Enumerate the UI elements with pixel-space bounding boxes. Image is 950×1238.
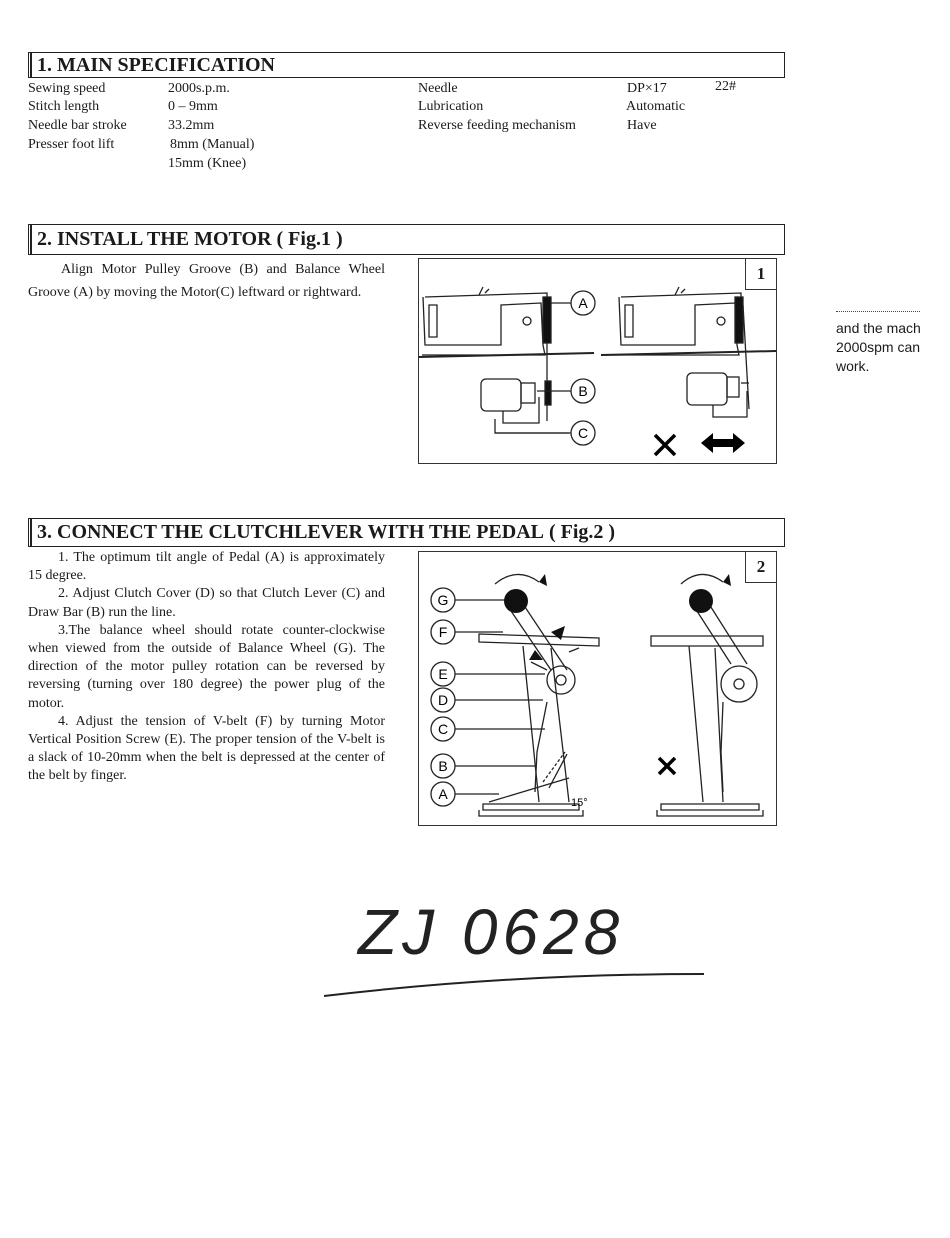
section-2-text [28, 258, 385, 304]
wrong-mark-icon [659, 758, 675, 774]
wrong-mark-icon [655, 435, 675, 455]
section-2-text-body: Align Motor Pulley Groove (B) and Balance Wheel Groove (A) by moving the Motor(C) leftward or rightward. [28, 262, 385, 300]
spec-value-needle: DP×17 [627, 81, 667, 96]
fig2-callout-g: G [437, 592, 449, 608]
figure-1-drawing [419, 259, 776, 463]
fig1-callout-b: B [578, 383, 588, 399]
fig2-callout-f: F [438, 624, 448, 640]
spec-value-speed: 2000s.p.m. [168, 81, 230, 96]
spec-value-presser-manual: 8mm (Manual) [170, 137, 255, 152]
section-2-title [28, 224, 785, 255]
section-3-para-1: 1. The optimum tilt angle of Pedal (A) is approximately 15 degree. [28, 550, 385, 584]
section-3-text [28, 549, 385, 786]
figure-2-number: 2 [745, 552, 776, 583]
spec-label-reverse: Reverse feeding mechanism [418, 118, 576, 133]
side-note-line-1: and the mach [836, 320, 921, 336]
spec-value-stroke: 33.2mm [168, 118, 215, 133]
fig2-callout-c: C [437, 721, 449, 737]
fig1-callout-c: C [577, 425, 589, 441]
spec-value-lubrication: Automatic [626, 99, 686, 114]
spec-label-stroke: Needle bar stroke [28, 118, 127, 133]
figure-2-drawing [419, 552, 776, 825]
figure-1 [418, 258, 777, 464]
handwritten-code: ZJ 0628 [358, 896, 625, 968]
figure-2 [418, 551, 777, 826]
side-note-line-3: work. [836, 358, 870, 374]
double-arrow-icon [701, 433, 745, 453]
section-3-para-3: 3.The balance wheel should rotate counter-clockwise when viewed from the outside of Balance Wheel (G). The direction of the motor pulley rotation can be reversed by reversing (turning over 180 degree) the power plug of the motor. [28, 622, 385, 711]
section-2-title-text: 2. INSTALL THE MOTOR ( Fig.1 ) [37, 228, 343, 250]
spec-label-speed: Sewing speed [28, 81, 106, 96]
section-3-title [28, 518, 785, 547]
side-note-cut-line [836, 302, 921, 319]
spec-label-stitch: Stitch length [28, 99, 100, 114]
fig1-callout-a: A [578, 295, 588, 311]
fig2-callout-d: D [437, 692, 449, 708]
section-1-title-text: 1. MAIN SPECIFICATION [37, 54, 275, 76]
spec-value-stitch: 0 – 9mm [168, 99, 218, 114]
fig2-callout-a: A [438, 786, 448, 802]
handwritten-note [310, 872, 730, 1012]
figure-1-number: 1 [745, 259, 776, 290]
side-note-line-2: 2000spm can [836, 339, 921, 355]
fig2-angle-label: 15° [571, 797, 588, 809]
spec-label-needle: Needle [418, 81, 458, 96]
section-3-title-text: 3. CONNECT THE CLUTCHLEVER WITH THE PEDAL ( Fig.2 ) [37, 521, 616, 543]
spec-extra-needle: 22# [715, 79, 736, 94]
spec-label-presser: Presser foot lift [28, 137, 115, 152]
side-note [836, 302, 921, 376]
fig2-callout-e: E [438, 666, 448, 682]
fig2-callout-b: B [438, 758, 448, 774]
spec-label-lubrication: Lubrication [418, 99, 484, 114]
spec-value-reverse: Have [627, 118, 657, 133]
section-3-para-4: 4. Adjust the tension of V-belt (F) by turning Motor Vertical Position Screw (E). The proper tension of the V-belt is a slack of 10-20mm when the belt is depressed at the center of the belt by finger. [28, 713, 385, 784]
spec-value-presser-knee: 15mm (Knee) [168, 156, 247, 171]
section-1-title [28, 52, 785, 78]
section-3-para-2: 2. Adjust Clutch Cover (D) so that Clutch Lever (C) and Draw Bar (B) run the line. [28, 586, 385, 620]
